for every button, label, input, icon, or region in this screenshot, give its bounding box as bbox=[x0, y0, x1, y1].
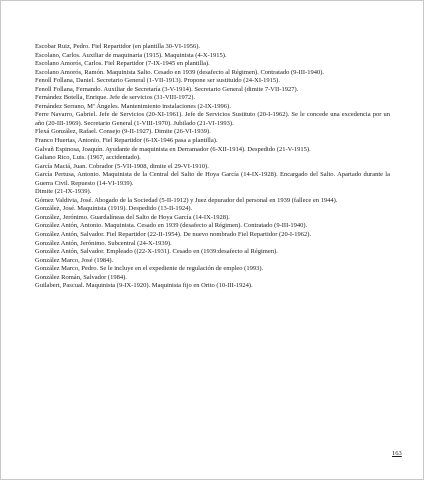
entry: Fernández Botella, Enrique. Jefe de servicios (31-VIII-1972). bbox=[35, 94, 196, 102]
entry: Gómez Valdivia, José. Abogado de la Sociedad (5-II-1912) y Juez depurador del personal en 1939 (fallece en 1944). bbox=[35, 196, 338, 204]
entry: Guilabert, Pascual. Maquinista (9-IX-1920). Maquinista fijo en Orito (10-III-1924). bbox=[35, 282, 253, 290]
entry: González, José. Maquinista (1919). Despedido (13-II-1924). bbox=[35, 205, 193, 213]
entry: Dimite (21-IX-1939). bbox=[35, 188, 92, 196]
entry: González Antón, Salvador. Empleado ((22-X-1931). Cesado en (1939:desafecto al Régimen). bbox=[35, 248, 278, 256]
entry: González Marco, Pedro. Se le incluye en el expediente de regulación de empleo (1993). bbox=[35, 265, 264, 273]
entry: Fenoll Follana, Daniel. Secretario General (1-VII-1913). Propone ser sustituido (24-XI-1915). bbox=[35, 77, 280, 85]
entry: Galvañ Espinosa, Joaquín. Ayudante de maquinista en Derramador (6-XII-1914). Despedido (21-V-1915). bbox=[35, 145, 311, 153]
entry: Fernández Serrano, Mª Ángeles. Mantenimiento instalaciones (2-IX-1996). bbox=[35, 102, 231, 110]
entry: González Antón, Antonio. Maquinista. Cesado en 1939 (desafecto al Régimen). Contratado (9-III-1940). bbox=[35, 222, 308, 230]
entry: Fenoll Follana, Fernando. Auxiliar de Secretaría (3-V-1914). Secretario General (dimite 7-VII-1927). bbox=[35, 85, 299, 93]
entry: Escolano, Carlos. Auxiliar de maquinaria (1915). Maquinista (4-X-1915). bbox=[35, 51, 227, 59]
page-number: 163 bbox=[392, 450, 402, 457]
entry: González Román, Salvador (1984). bbox=[35, 273, 127, 281]
entry: Escobar Ruiz, Pedro. Fiel Repartidor (en plantilla 30-VI-1956). bbox=[35, 43, 200, 50]
entry: Flexá González, Rafael. Consejo (9-II-1927). Dimite (26-VI-1939). bbox=[35, 128, 211, 136]
entry: Escolano Amorós, Carlos. Fiel Repartidor (7-IX-1945 en plantilla). bbox=[35, 60, 210, 68]
entry: González, Jerónimo. Guardalíneas del Salto de Hoya García (14-IX-1928). bbox=[35, 213, 230, 221]
entry: Franco Huertas, Antonio. Fiel Repartidor (6-IX-1946 pasa a plantilla). bbox=[35, 137, 218, 145]
entries-list bbox=[35, 43, 390, 291]
entry: González Antón, Jerónimo. Subcentral (24-X-1939). bbox=[35, 239, 172, 247]
entry: González Antón, Salvador. Fiel Repartidor (22-II-1954). De nuevo nombrado Fiel Repartidor (20-I-1962). bbox=[35, 231, 311, 239]
entry: García Pertusa, Antonio. Maquinista de la Central del Salto de Hoya García (14-IX-1928). Encargado del Salto. Apartado durante la Guerra Civil. Repuesto (14-VI-1939). bbox=[35, 171, 390, 187]
entry: García Maciá, Juan. Cobrador (5-VII-1908, dimite el 29-VI-1910). bbox=[35, 162, 209, 170]
entry: Escolano Amorós, Ramón. Maquinista Salto. Cesado en 1939 (desafecto al Régimen). Contratado (9-III-1940). bbox=[35, 68, 325, 76]
entry: Ferre Navarro, Gabriel. Jefe de Servicios (20-XI-1961). Jefe de Servicios Sustituto (20-I-1962). Se le concede una excedencia por un año (20-III-1969). Secretario General (1-VIII-1970). Jubilado (21-VI-1993). bbox=[35, 111, 390, 127]
entry: González Marco, José (1984). bbox=[35, 256, 114, 264]
entry: Galiano Rico, Luis. (1967, accidentado). bbox=[35, 154, 141, 162]
